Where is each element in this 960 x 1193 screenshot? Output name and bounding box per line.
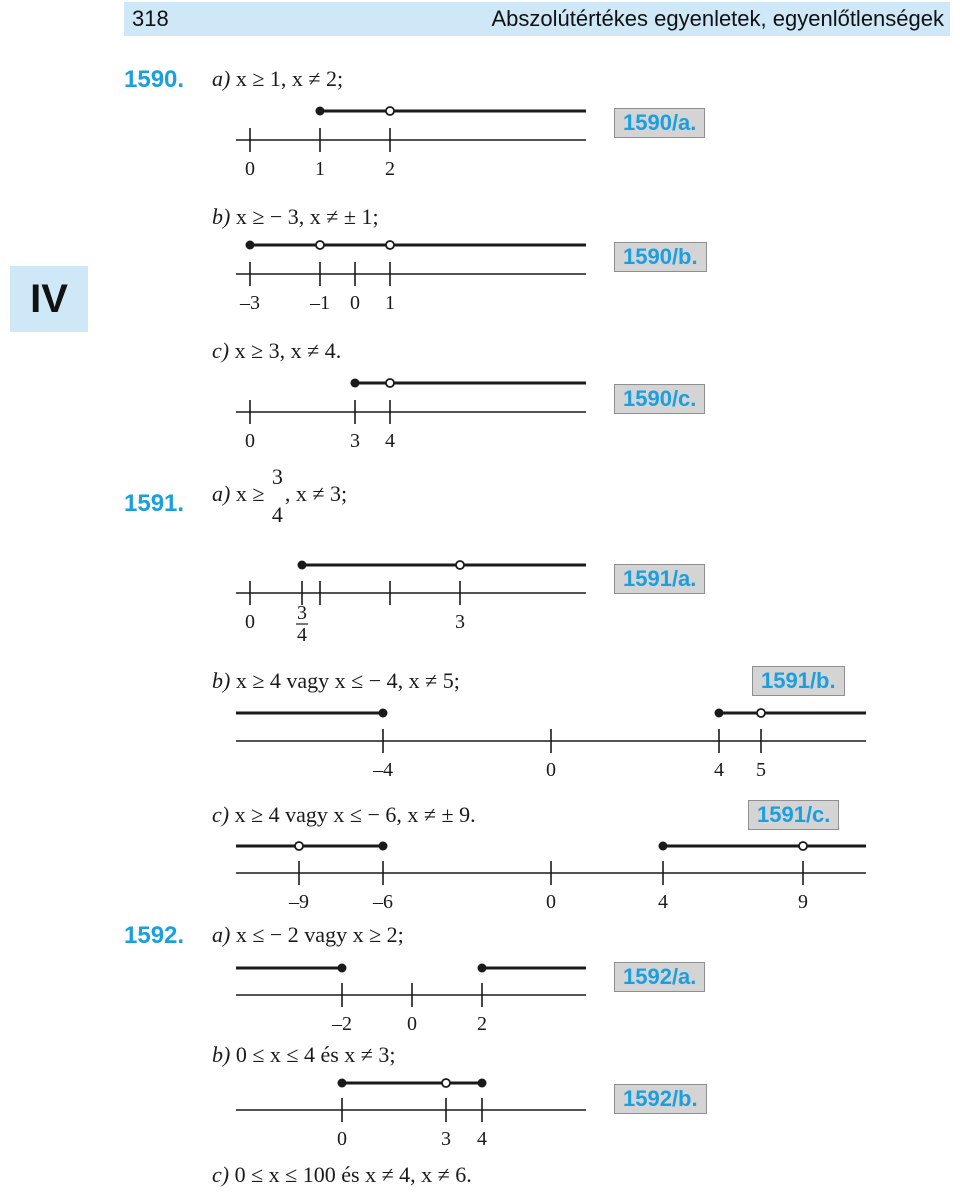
closed-endpoint (379, 709, 388, 718)
page-number: 318 (132, 6, 169, 31)
tick-label: 4 (658, 891, 668, 913)
closed-endpoint (478, 964, 487, 973)
open-endpoint (456, 561, 464, 569)
tick-label: 5 (756, 759, 766, 781)
tick-label: 9 (798, 891, 808, 913)
tick-label: –9 (289, 891, 309, 913)
part-statement: b) x ≥ 4 vagy x ≤ − 4, x ≠ 5; (212, 668, 460, 693)
tick-label: –6 (373, 891, 393, 913)
closed-endpoint (316, 107, 325, 116)
tick-label: 0 (546, 759, 556, 781)
part-statement: a) x ≤ − 2 vagy x ≥ 2; (212, 922, 404, 947)
open-endpoint (442, 1079, 450, 1087)
figure-label: 1590/a. (614, 108, 705, 138)
open-endpoint (386, 241, 394, 249)
part-statement: a) x ≥ 3 4 , x ≠ 3; (212, 464, 348, 527)
number-line (236, 842, 866, 914)
part-statement: b) 0 ≤ x ≤ 4 és x ≠ 3; (212, 1042, 396, 1067)
number-line (236, 241, 586, 315)
tick-label: 4 (714, 759, 724, 781)
part-statement: c) x ≥ 4 vagy x ≤ − 6, x ≠ ± 9. (212, 802, 476, 827)
problem-number: 1591. (124, 490, 185, 517)
open-endpoint (386, 107, 394, 115)
tick-label: 0 (407, 1013, 417, 1035)
figure-label: 1592/a. (614, 962, 705, 992)
tick-label: 4 (385, 430, 395, 452)
tick-label: 1 (385, 292, 395, 314)
closed-endpoint (298, 561, 307, 570)
tick-label: 3 (350, 430, 360, 452)
open-endpoint (757, 709, 765, 717)
tick-label: 0 (245, 430, 255, 452)
tick-label: –1 (310, 292, 330, 314)
closed-endpoint (351, 379, 360, 388)
number-line (236, 709, 866, 782)
closed-endpoint (338, 964, 347, 973)
closed-endpoint (338, 1079, 347, 1088)
figure-label: 1590/c. (614, 384, 705, 414)
number-line (236, 964, 586, 1036)
tick-label: 0 (245, 611, 255, 633)
open-endpoint (799, 842, 807, 850)
tick-label: 3 (455, 611, 465, 633)
number-line (236, 1079, 586, 1151)
tick-label: 2 (477, 1013, 487, 1035)
tick-label: –2 (332, 1013, 352, 1035)
closed-endpoint (659, 842, 668, 851)
closed-endpoint (379, 842, 388, 851)
part-statement: c) 0 ≤ x ≤ 100 és x ≠ 4, x ≠ 6. (212, 1162, 472, 1187)
tick-label: –3 (240, 292, 260, 314)
fraction: 3 4 (271, 464, 283, 527)
number-line (236, 379, 586, 453)
tick-label-fraction-numerator: 3 (297, 602, 307, 624)
figure-label: 1591/c. (748, 800, 839, 830)
figure-label: 1591/a. (614, 564, 705, 594)
figure-label: 1592/b. (614, 1084, 707, 1114)
tick-label: 0 (245, 158, 255, 180)
page-title: Abszolútértékes egyenletek, egyenlőtlenségek (491, 6, 944, 31)
open-endpoint (386, 379, 394, 387)
open-endpoint (316, 241, 324, 249)
chapter-tab: IV (10, 266, 88, 332)
tick-label: 0 (337, 1128, 347, 1150)
figure-label: 1590/b. (614, 242, 707, 272)
tick-label: 3 (441, 1128, 451, 1150)
closed-endpoint (246, 241, 255, 250)
part-statement: c) x ≥ 3, x ≠ 4. (212, 338, 342, 363)
tick-label-fraction-denominator: 4 (297, 624, 307, 646)
open-endpoint (295, 842, 303, 850)
problem-number: 1590. (124, 66, 185, 93)
tick-label: 0 (350, 292, 360, 314)
part-statement: a) x ≥ 1, x ≠ 2; (212, 66, 344, 91)
tick-label: 2 (385, 158, 395, 180)
problem-number: 1592. (124, 922, 185, 949)
number-line (236, 107, 586, 181)
closed-endpoint (715, 709, 724, 718)
figure-label: 1591/b. (752, 666, 845, 696)
number-line (236, 561, 586, 647)
tick-label: 0 (546, 891, 556, 913)
tick-label: –4 (373, 759, 393, 781)
closed-endpoint (478, 1079, 487, 1088)
tick-label: 1 (315, 158, 325, 180)
part-statement: b) x ≥ − 3, x ≠ ± 1; (212, 204, 379, 229)
tick-label: 4 (477, 1128, 487, 1150)
